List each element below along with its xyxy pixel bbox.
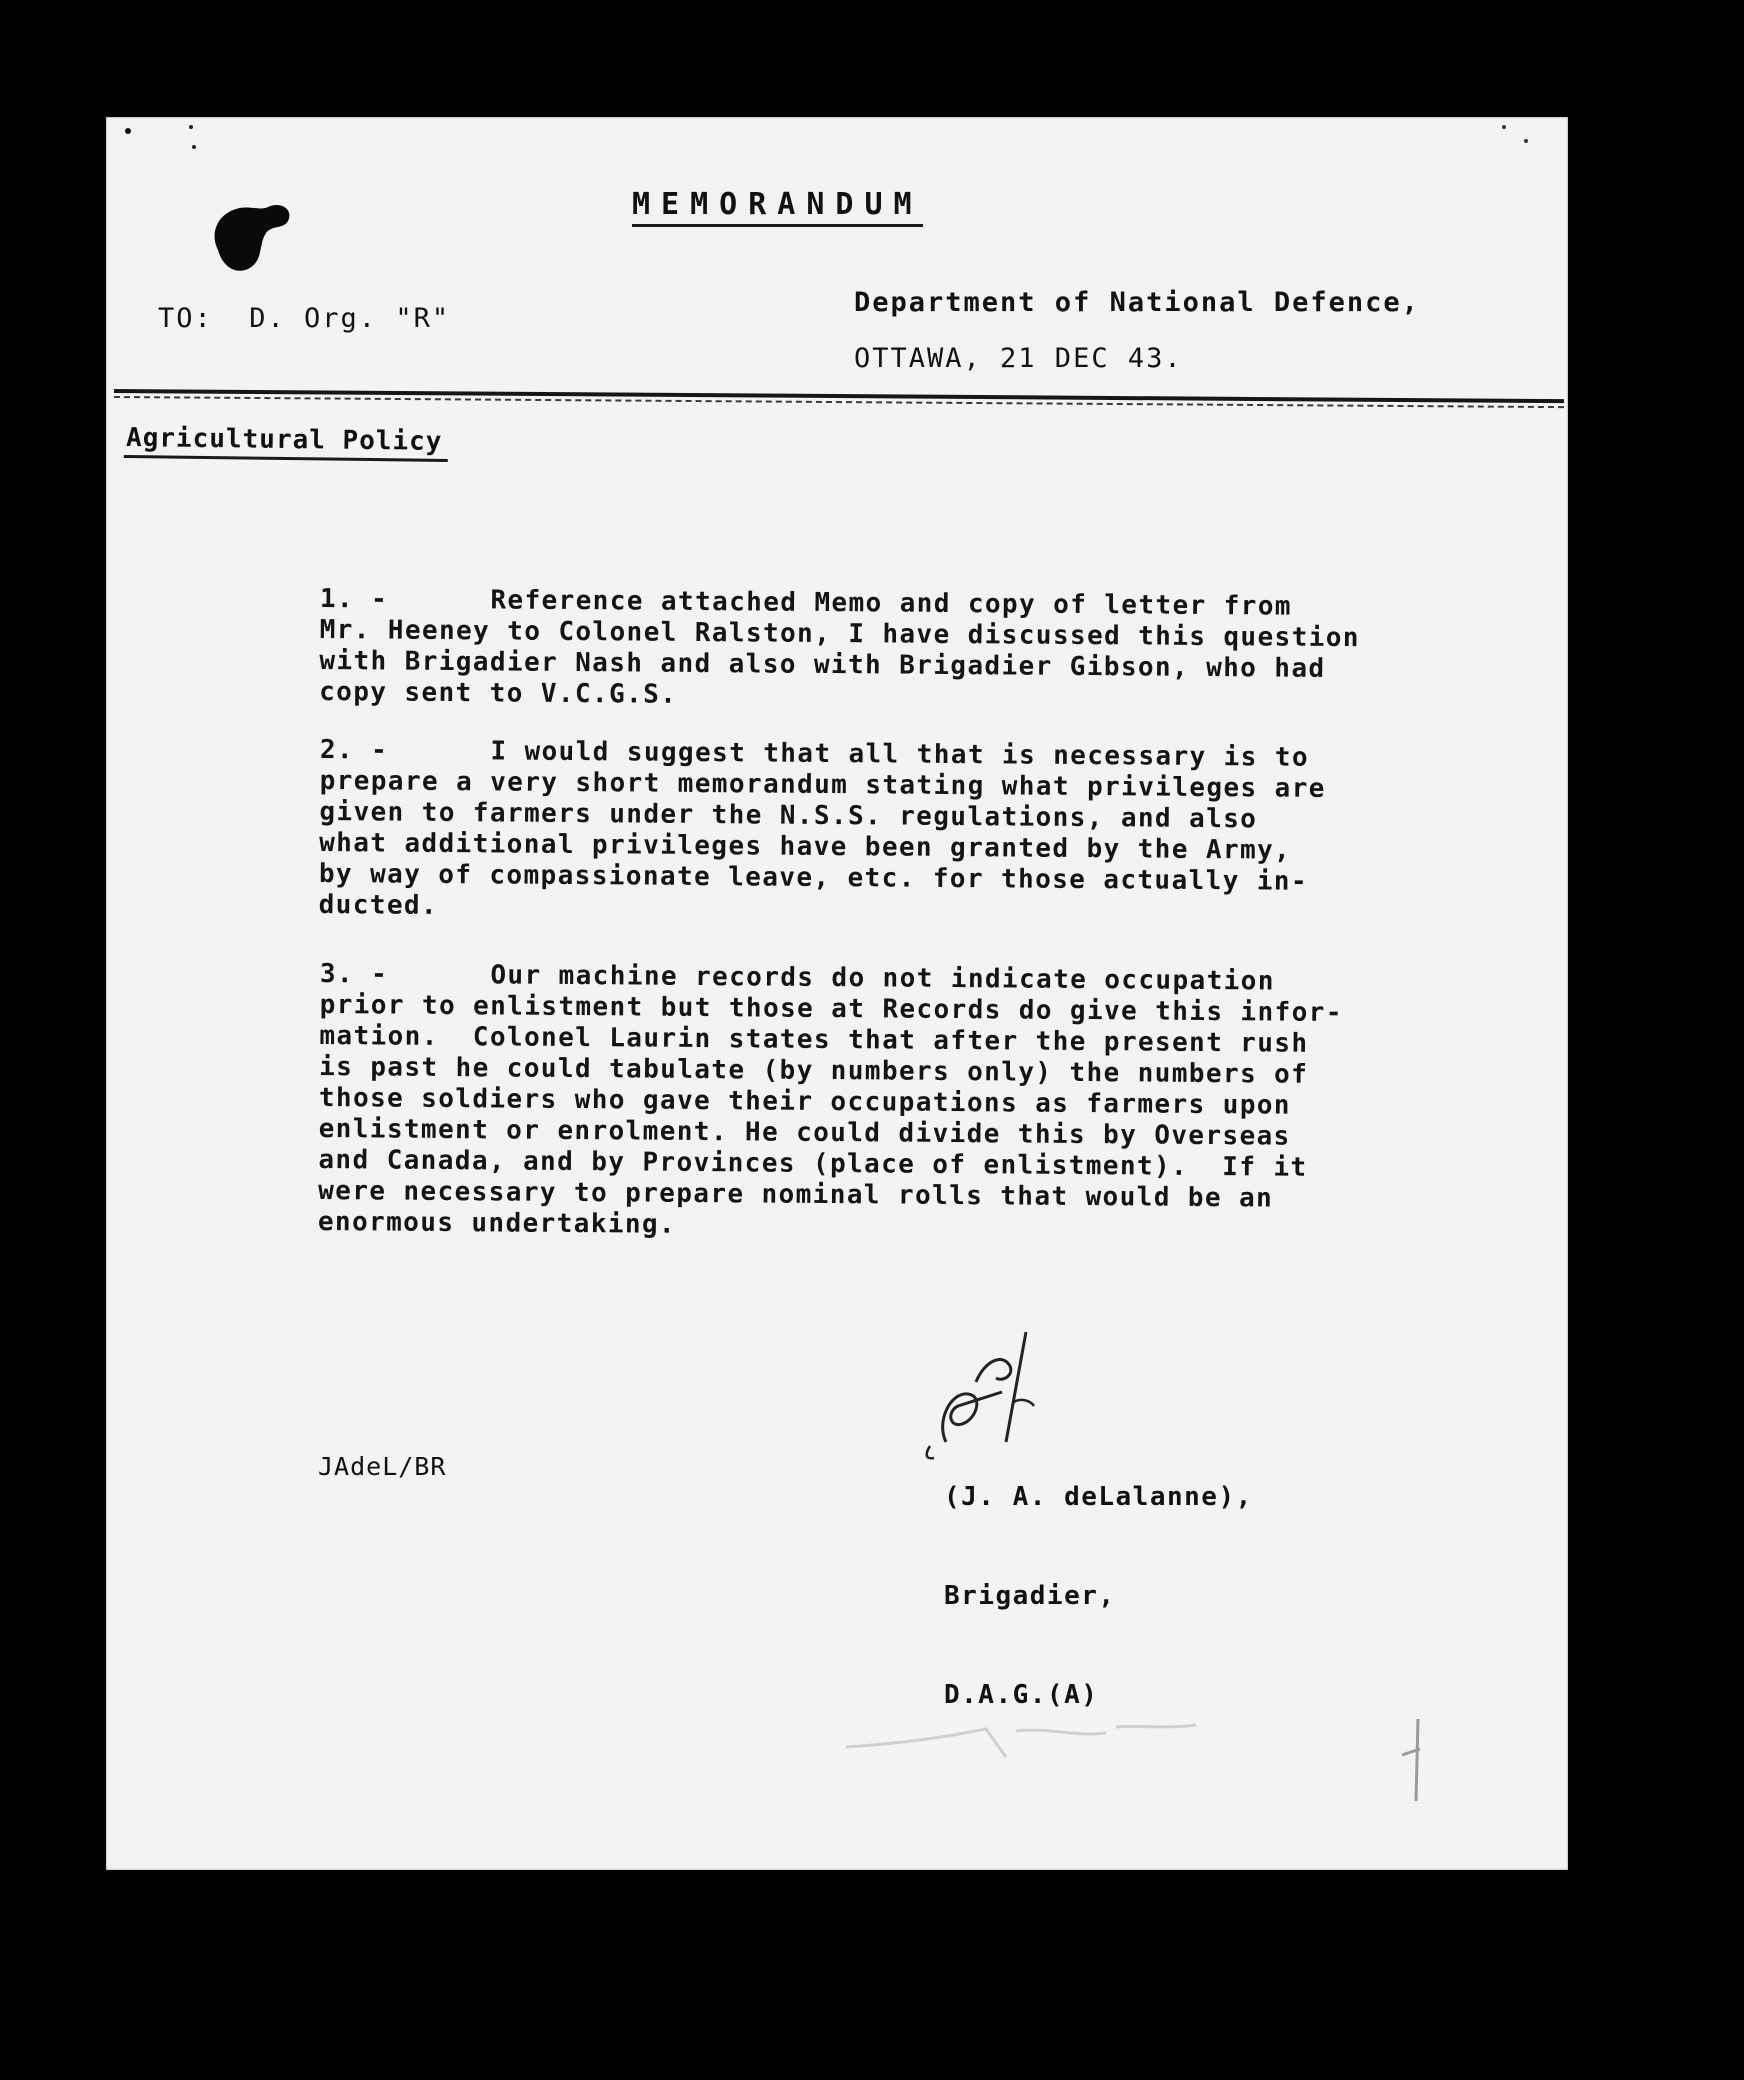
paragraph-1: 1. - Reference attached Memo and copy of letter from Mr. Heeney to Colonel Ralston, I have discussed this question with Brigadier Nash and also with Brigadier Gibson, who had copy sent to V.C.G.S. xyxy=(319,584,1360,710)
faint-pencil-mark xyxy=(846,1707,1206,1767)
signatory-name: (J. A. deLalanne), xyxy=(944,1482,1253,1512)
paragraph-2: 2. - I would suggest that all that is necessary is to prepare a very short memorandum stating what privileges are given to farmers under the N.S.S. regulations, and also what additional privileges have been granted by the Army, by way of compassionate leave, etc. for those actually in- ducted. xyxy=(318,735,1326,921)
paragraph-3: 3. - Our machine records do not indicate occupation prior to enlistment but those at Records do give this infor- mation. Colonel Laurin states that after the present rush is past he could tabulate (by numbers only) the numbers of those soldiers who gave their occupations as farmers upon enlistment or enrolment. He could divide this by Overseas and Canada, and by Provinces (place of enlistment). If it were necessary to prepare nominal rolls that would be an enormous undertaking. xyxy=(317,959,1343,1240)
signatory-rank: Brigadier, xyxy=(944,1581,1116,1611)
recipient-line: TO: D. Org. "R" xyxy=(158,303,451,334)
memo-title: MEMORANDUM xyxy=(632,187,923,227)
ink-blot xyxy=(208,195,298,275)
date-line: OTTAWA, 21 DEC 43. xyxy=(854,343,1183,374)
memo-page xyxy=(106,117,1568,1870)
reference-initials: JAdeL/BR xyxy=(318,1452,447,1481)
page-number-mark xyxy=(1396,1715,1436,1805)
signatory-title: D.A.G.(A) xyxy=(944,1680,1099,1710)
subject-heading: Agricultural Policy xyxy=(124,423,449,462)
department-line: Department of National Defence, xyxy=(854,287,1420,318)
